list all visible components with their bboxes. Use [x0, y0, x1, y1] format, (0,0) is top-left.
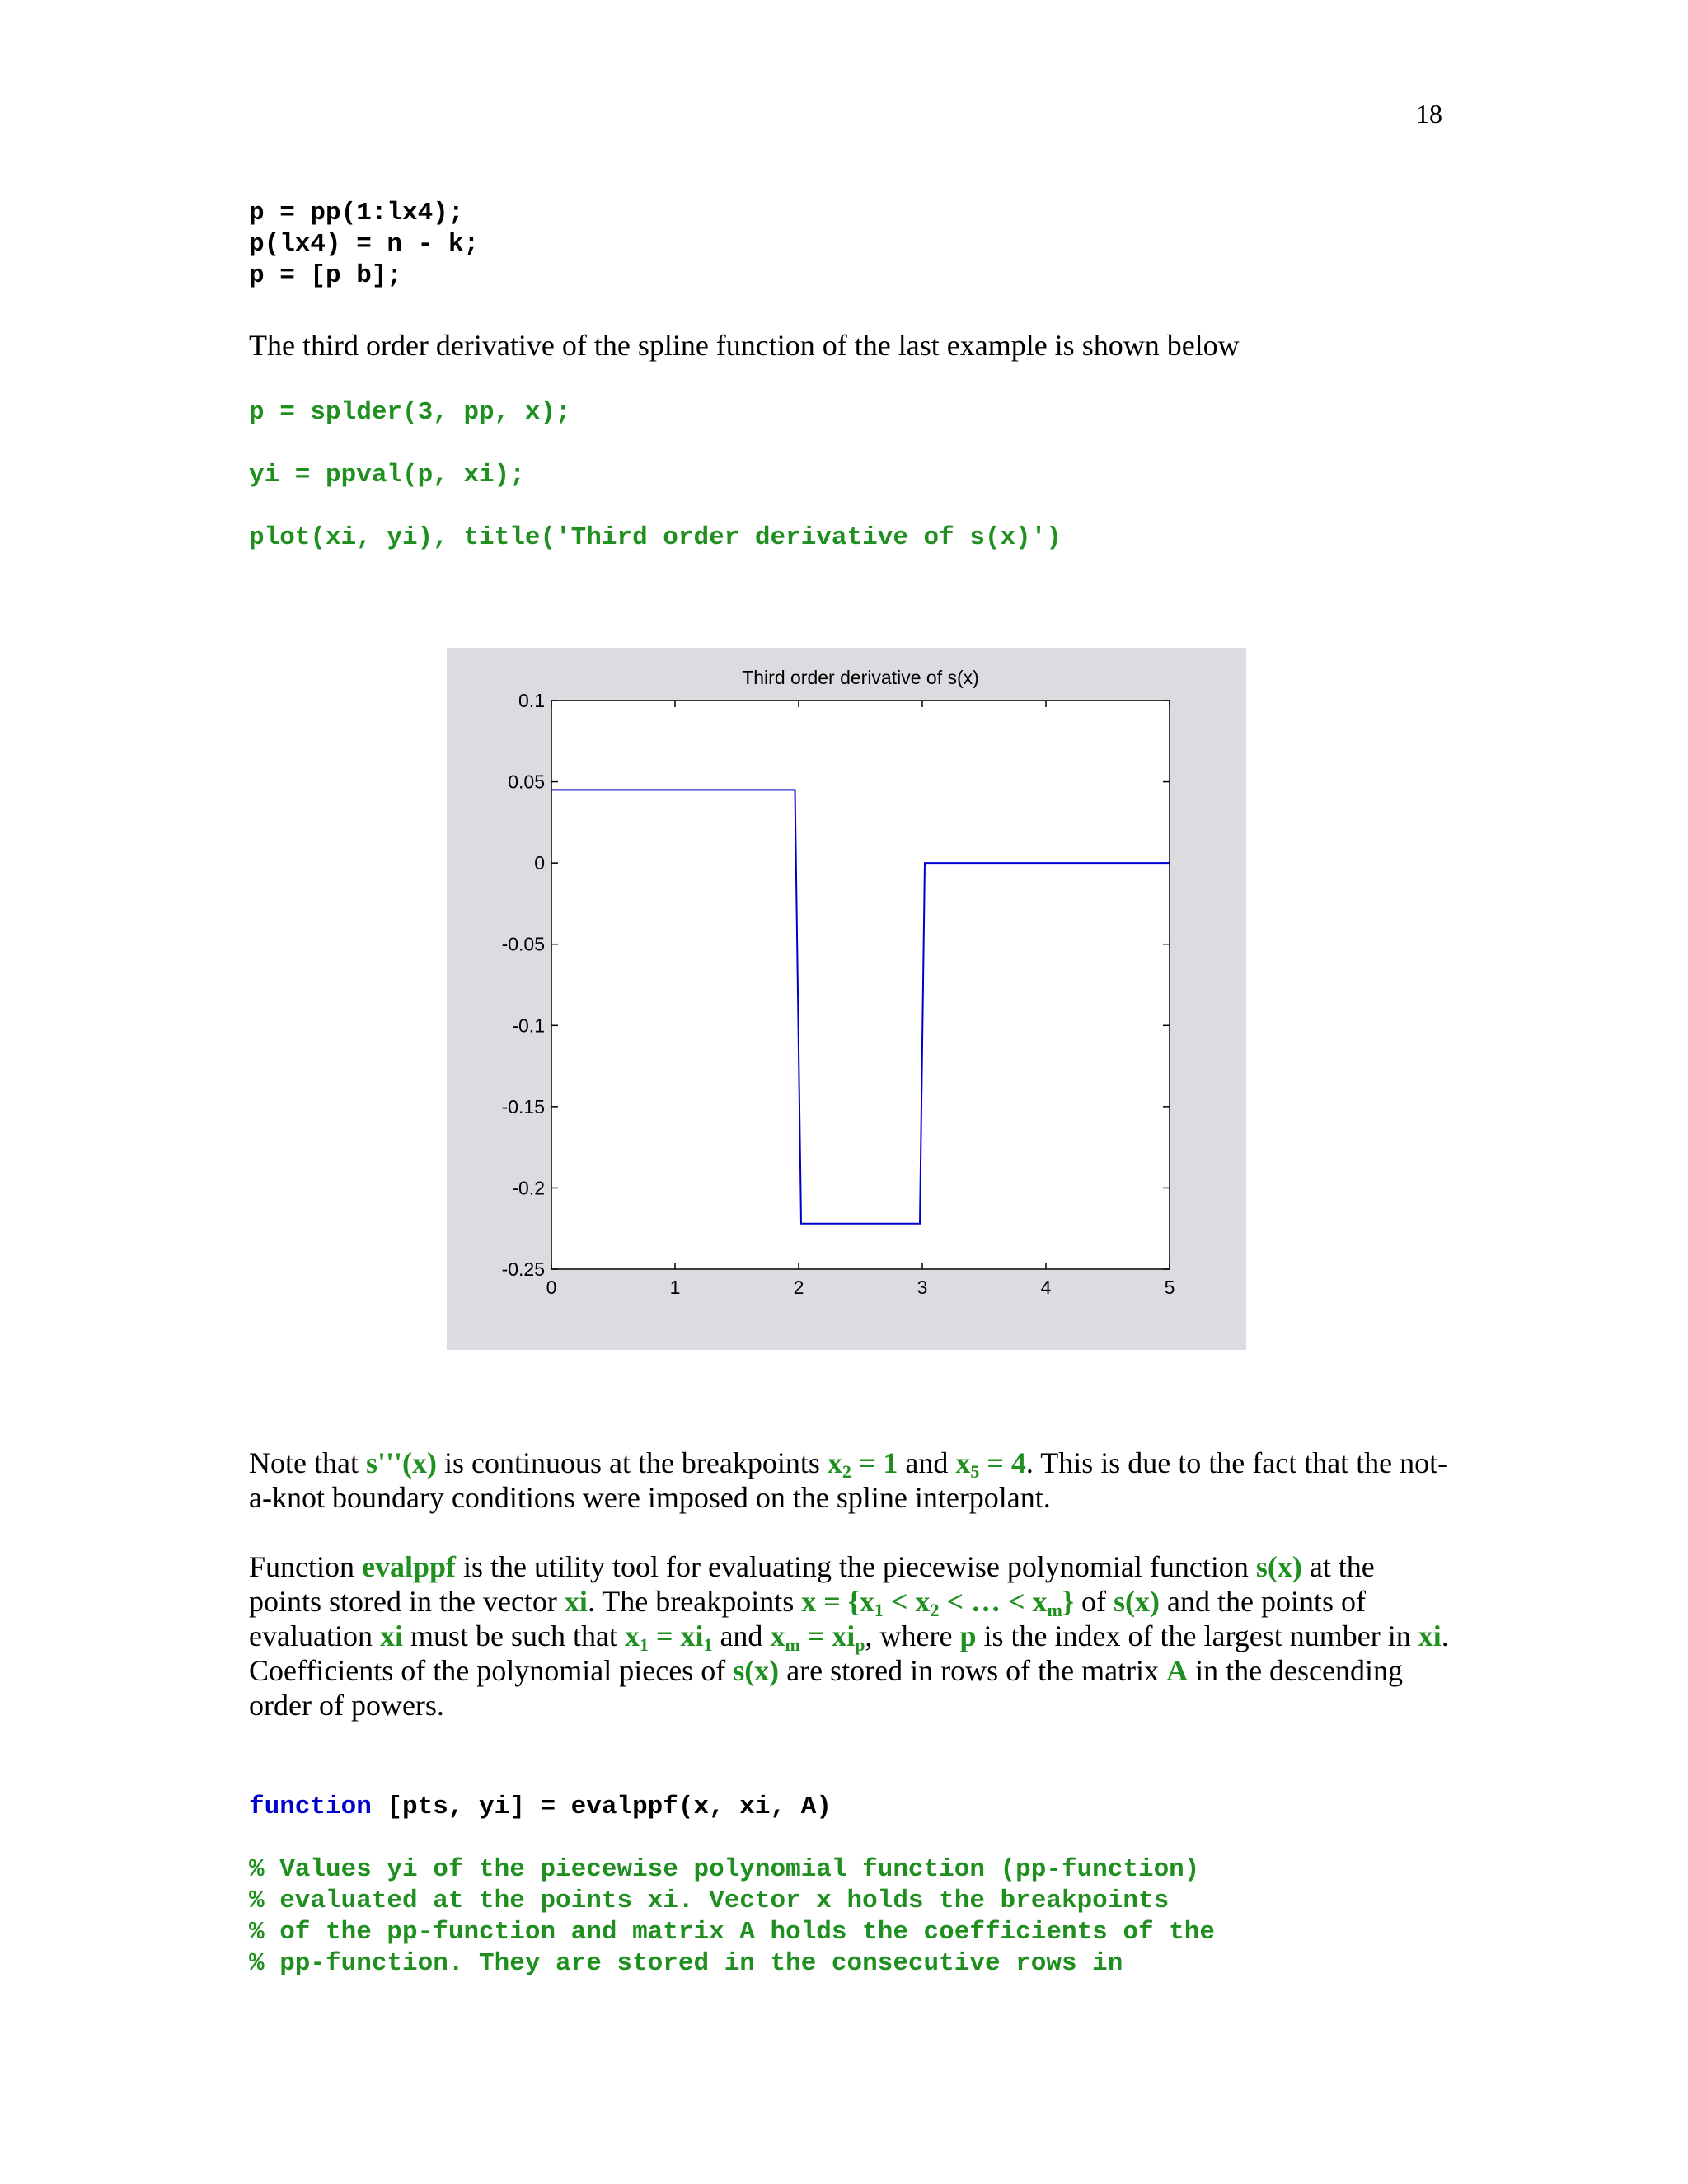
y-tick-label: -0.15 — [501, 1095, 545, 1118]
comment-line: % pp-function. They are stored in the consecutive rows in — [249, 1949, 1123, 1978]
plot-area — [551, 701, 1170, 1269]
evalppf-term: evalppf — [362, 1550, 457, 1583]
x-tick-label: 4 — [1040, 1277, 1052, 1298]
chart-title: Third order derivative of s(x) — [742, 667, 979, 688]
example-code-line: p = splder(3, pp, x); — [249, 398, 571, 427]
y-tick-label: 0.05 — [508, 771, 545, 793]
comment-block — [249, 1854, 1215, 1980]
breakpoint-x2: $x_2 = 1$ — [827, 1446, 898, 1482]
breakpoint-x5: $x_5 = 4$ — [955, 1446, 1026, 1482]
chart-figure — [447, 648, 1246, 1350]
comment-line: % of the pp-function and matrix A holds the coefficients of the — [249, 1918, 1215, 1947]
function-keyword: function — [249, 1793, 372, 1821]
y-tick-label: 0 — [534, 852, 545, 874]
breakpoint-set: $x = \{x_1 < x_2$ < … < $x_m$} — [801, 1585, 1074, 1620]
y-tick-label: -0.25 — [501, 1258, 545, 1280]
x-tick-label: 0 — [546, 1277, 557, 1298]
evalppf-paragraph: Function evalppf is the utility tool for evaluating the piecewise polynomial function s(x) at the points stored in the vector xi. The breakpoints $x = \{x_1 < x_2$ < … < $x_m$} of s(x) and the points of evaluation xi must be such that $x_1 = xi_1$ and $x_m = xi_p$, where p is the index of the largest number in xi. Coefficients of the polynomial pieces of s(x) are stored in rows of the matrix A in the descending order of powers. — [249, 1550, 1449, 1722]
y-tick-label: -0.1 — [512, 1015, 545, 1037]
page-number: 18 — [1416, 99, 1442, 129]
x-tick-label: 1 — [669, 1277, 681, 1298]
x-tick-label: 5 — [1164, 1277, 1175, 1298]
y-tick-label: 0.1 — [518, 690, 545, 711]
comment-line: % evaluated at the points xi. Vector x holds the breakpoints — [249, 1886, 1170, 1915]
code-block-top — [249, 198, 479, 292]
code-line: p(lx4) = n - k; — [249, 230, 480, 259]
example-code-line: yi = ppval(p, xi); — [249, 461, 525, 490]
comment-line: % Values yi of the piecewise polynomial function (pp-function) — [249, 1855, 1200, 1884]
note-paragraph: Note that s'''(x) is continuous at the breakpoints $x_2 = 1$ and $x_5 = 4$. This is due to the fact that the not-a-knot boundary conditions were imposed on the spline interpolant. — [249, 1446, 1448, 1514]
code-line: p = [p b]; — [249, 261, 403, 290]
x-tick-label: 2 — [793, 1277, 804, 1298]
y-tick-label: -0.05 — [501, 933, 545, 955]
chart-svg — [447, 648, 1246, 1350]
code-line: p = pp(1:lx4); — [249, 199, 464, 227]
function-signature: function [pts, yi] = evalppf(x, xi, A) — [249, 1793, 832, 1821]
intro-text: The third order derivative of the spline function of the last example is shown below — [249, 329, 1240, 362]
s-third-derivative: s'''(x) — [365, 1446, 437, 1479]
example-code-line: plot(xi, yi), title('Third order derivative of s(x)') — [249, 523, 1062, 552]
x-tick-label: 3 — [917, 1277, 928, 1298]
y-tick-label: -0.2 — [512, 1177, 545, 1199]
